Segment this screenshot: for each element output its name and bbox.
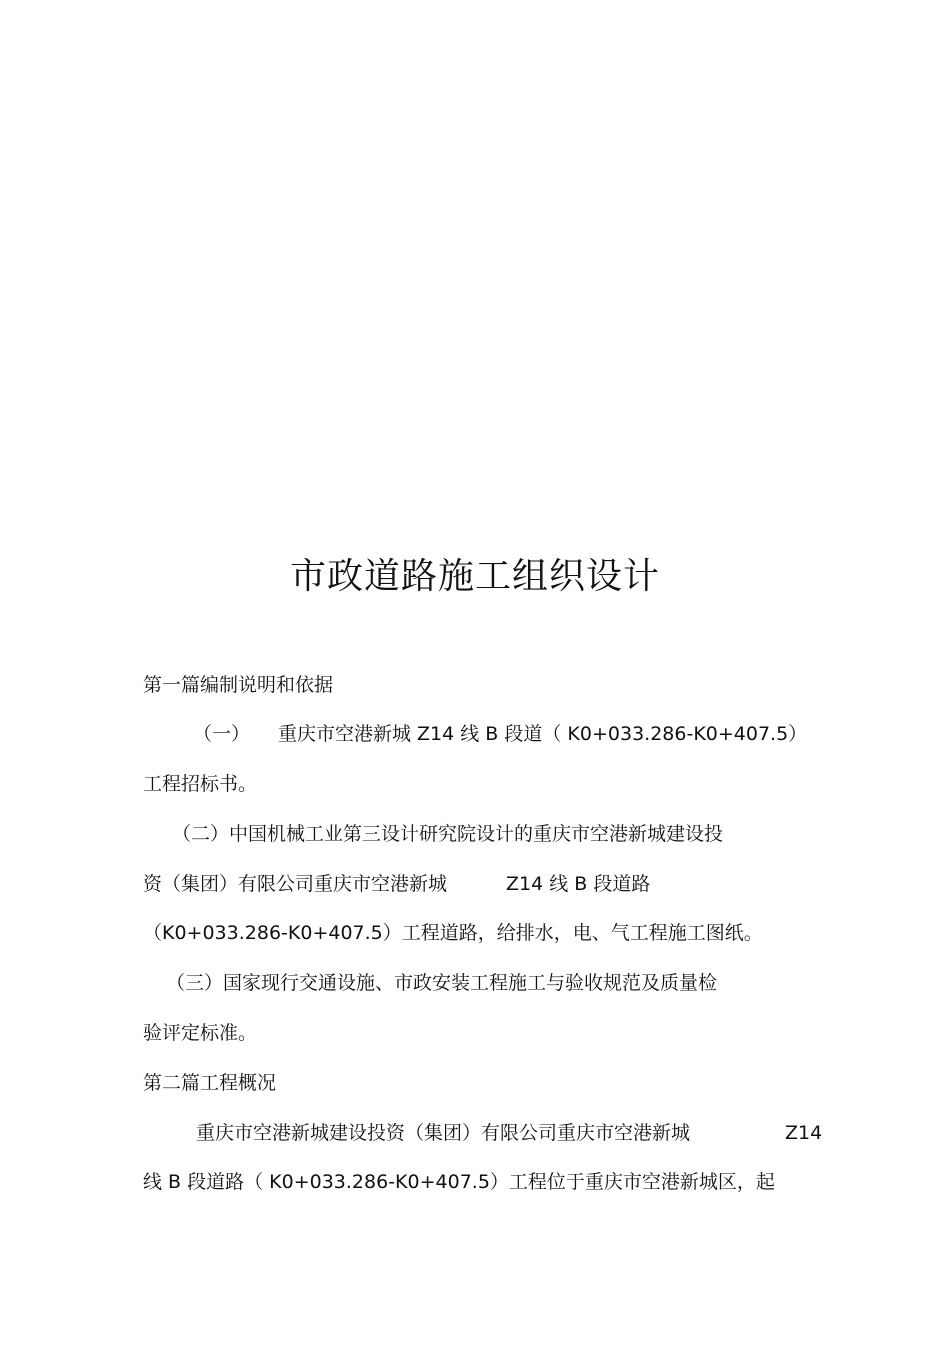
item-3-line-2: 验评定标准。 [143,1022,258,1044]
item-1-line-1: 重庆市空港新城 Z14 线 B 段道（ K0+033.286-K0+407.5） [278,723,808,745]
item-2-line-3: （K0+033.286-K0+407.5）工程道路，给排水，电、气工程施工图纸。 [143,922,763,944]
para-1-line-1a: 重庆市空港新城建设投资（集团）有限公司重庆市空港新城 [196,1122,691,1144]
chapter-2-heading: 第二篇工程概况 [143,1072,277,1094]
para-1-line-2: 线 B 段道路（ K0+033.286-K0+407.5）工程位于重庆市空港新城区，起 [143,1171,775,1193]
chapter-1-heading: 第一篇编制说明和依据 [143,674,334,696]
item-1-marker: （一） [193,723,251,745]
item-3-line-1: （三）国家现行交通设施、市政安装工程施工与验收规范及质量检 [166,972,718,994]
item-2-line-2a: 资（集团）有限公司重庆市空港新城 [143,873,448,895]
item-2-line-1: （二）中国机械工业第三设计研究院设计的重庆市空港新城建设投 [172,823,724,845]
item-2-line-2b: Z14 线 B 段道路 [506,873,651,895]
item-1-line-2: 工程招标书。 [143,773,258,795]
para-1-line-1b: Z14 [785,1122,823,1144]
document-title: 市政道路施工组织设计 [289,556,660,597]
